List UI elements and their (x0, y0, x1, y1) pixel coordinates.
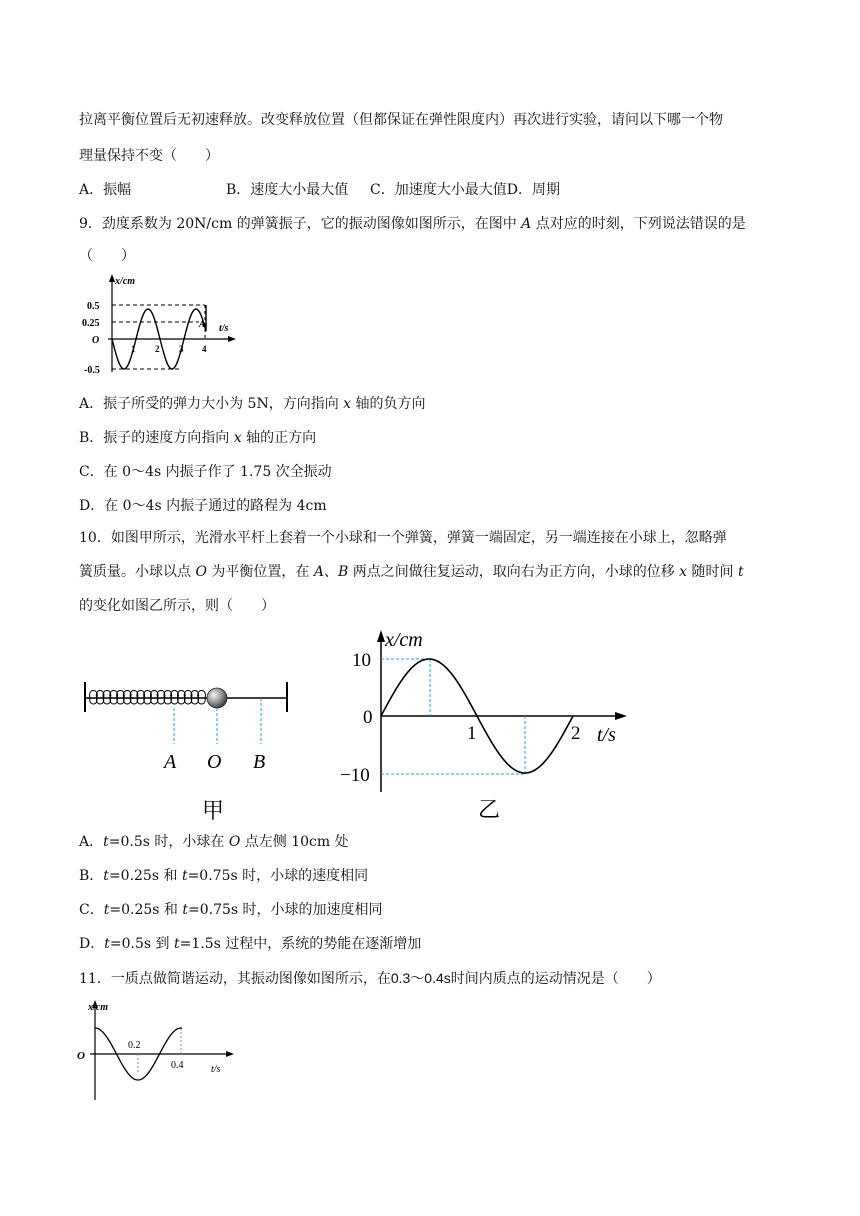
q10-opt-c-var2: t (182, 902, 188, 918)
q10-var-o: O (195, 564, 207, 580)
q11-stem-text-b: 时间内质点的运动情况是（ ） (450, 971, 661, 987)
q9-option-c: C．在 0～4s 内振子作了 1.75 次全振动 (79, 464, 332, 480)
q9-sine-curve (112, 305, 206, 369)
q9-y-tick-0-25: 0.25 (82, 318, 100, 329)
q9-origin-label: O (92, 335, 100, 346)
q10-y-tick-neg-10: −10 (340, 765, 370, 786)
q9-option-d: D．在 0～4s 内振子通过的路程为 4cm (79, 498, 327, 514)
q10-opt-b-var1: t (103, 868, 109, 884)
caption-yi: 乙 (478, 797, 501, 822)
q10-opt-c-var1: t (103, 902, 110, 918)
q10-option-a (79, 832, 349, 852)
q9-y-tick-neg-0-5: -0.5 (84, 365, 100, 376)
q10-opt-c-text2: =0.75s 时，小球的加速度相同 (188, 902, 383, 918)
label-a: A (164, 751, 177, 773)
q11-x-axis-label: t/s (211, 1064, 221, 1075)
q11-x-tick-0-4: 0.4 (171, 1060, 184, 1071)
q11-origin-label: O (77, 1050, 85, 1062)
spring-coil (90, 691, 206, 705)
q8-option-b: B．速度大小最大值 (226, 182, 349, 198)
ball (207, 688, 227, 708)
q9-vibration-graph (82, 268, 242, 376)
q9-option-a-var: x (343, 396, 352, 412)
q9-y-axis-label: x/cm (115, 276, 135, 287)
q10-y-tick-0: 0 (363, 707, 373, 728)
q10-x-tick-1: 1 (467, 723, 477, 744)
q8-stem-line1: 拉离平衡位置后无初速释放。改变释放位置（但都保证在弹性限度内）再次进行实验，请问以下哪一个物 (79, 112, 723, 128)
q9-point-a-label: A (199, 319, 206, 329)
q10-opt-a-var2: O (228, 834, 241, 850)
q11-y-axis-label: x/cm (88, 1002, 108, 1013)
q11-x-tick-0-2: 0.2 (128, 1040, 141, 1051)
q10-opt-d-text1: =0.5s 到 (109, 936, 174, 952)
q10-var-a: A (313, 564, 324, 580)
q8-option-d: D．周期 (506, 182, 560, 198)
q10-var-t: t (737, 564, 744, 580)
q9-option-a-text-end: 轴的负方向 (351, 396, 426, 412)
q10-opt-d-text2: =1.5s 过程中，系统的势能在逐渐增加 (179, 936, 422, 952)
q10-text-1: 簧质量。小球以点 (79, 564, 196, 580)
label-o: O (207, 751, 222, 773)
q8-options (79, 180, 560, 200)
q9-stem-line2: （ ） (79, 248, 135, 264)
q9-x-axis-label: t/s (219, 323, 229, 334)
q9-option-b (79, 428, 316, 448)
q10-opt-a-text2: 点左侧 10cm 处 (240, 834, 349, 850)
q9-option-b-text-end: 轴的正方向 (241, 430, 317, 446)
q10-stem-line2 (79, 562, 744, 582)
q10-opt-a-var1: t (103, 834, 109, 850)
q10-opt-d-letter: D． (79, 936, 105, 952)
q9-stem-var: A (521, 216, 532, 232)
q10-stem-line1: 10．如图甲所示，光滑水平杆上套着一个小球和一个弹簧，弹簧一端固定，另一端连接在小球上，忽略弹 (79, 530, 727, 546)
q8-stem-line2: 理量保持不变（ ） (79, 148, 219, 164)
q10-stem-line3: 的变化如图乙所示，则（ ） (79, 598, 275, 614)
q9-x-tick-1: 1 (131, 344, 136, 354)
q10-y-axis-label: x/cm (385, 629, 423, 651)
q9-stem-text-a: 9．劲度系数为 20N/cm 的弹簧振子，它的振动图像如图所示，在图中 (79, 216, 522, 232)
q10-opt-a-letter: A． (79, 834, 104, 850)
q10-x-axis-label: t/s (597, 724, 616, 746)
q10-y-tick-10: 10 (352, 650, 371, 671)
q11-stem (79, 968, 661, 989)
label-b: B (253, 751, 266, 773)
q10-var-b: B (337, 564, 349, 580)
q11-stem-text-a: 11．一质点做简谐运动，其振动图像如图所示，在 (79, 971, 391, 987)
q10-option-b (79, 866, 368, 886)
q10-spring-figure (80, 676, 300, 826)
q9-option-b-text: B．振子的速度方向指向 (79, 430, 234, 446)
q9-option-b-var: x (233, 430, 242, 446)
q9-x-tick-3: 3 (179, 344, 184, 354)
q10-x-tick-2: 2 (571, 723, 581, 744)
q8-option-c: C．加速度大小最大值 (370, 182, 507, 198)
q9-x-tick-4: 4 (202, 344, 207, 354)
q10-opt-d-var1: t (104, 936, 110, 952)
q9-option-a (79, 394, 426, 414)
q10-opt-a-text1: =0.5s 时，小球在 (108, 834, 229, 850)
q10-opt-b-letter: B． (79, 868, 104, 884)
q10-opt-c-letter: C． (79, 902, 104, 918)
q10-option-c (79, 900, 383, 920)
q9-y-tick-0-5: 0.5 (87, 301, 100, 312)
q10-xt-graph (335, 624, 635, 824)
caption-jia: 甲 (202, 798, 225, 823)
q10-var-x: x (679, 564, 688, 580)
q8-option-a: A．振幅 (79, 182, 132, 198)
q10-opt-b-text1: =0.25s 和 (108, 868, 182, 884)
q11-stem-math: 0.3～0.4s (390, 970, 451, 986)
q10-text-2: 为平衡位置，在 (206, 564, 314, 580)
q10-text-4: 两点之间做往复运动，取向右为正方向，小球的位移 (348, 564, 680, 580)
q9-x-tick-2: 2 (155, 344, 160, 354)
q10-text-5: 随时间 (687, 564, 738, 580)
q11-vibration-graph (74, 996, 244, 1104)
q9-stem-text-b: 点对应的时刻，下列说法错误的是 (531, 216, 746, 232)
q10-option-d (79, 934, 421, 954)
q10-opt-c-text1: =0.25s 和 (109, 902, 183, 918)
q9-stem-line1 (79, 214, 746, 234)
q10-opt-d-var2: t (173, 936, 180, 952)
q10-opt-b-text2: =0.75s 时，小球的速度相同 (187, 868, 369, 884)
q10-opt-b-var2: t (181, 868, 188, 884)
q10-text-3: 、 (323, 564, 338, 580)
q9-option-a-text: A．振子所受的弹力大小为 5N，方向指向 (79, 396, 344, 412)
